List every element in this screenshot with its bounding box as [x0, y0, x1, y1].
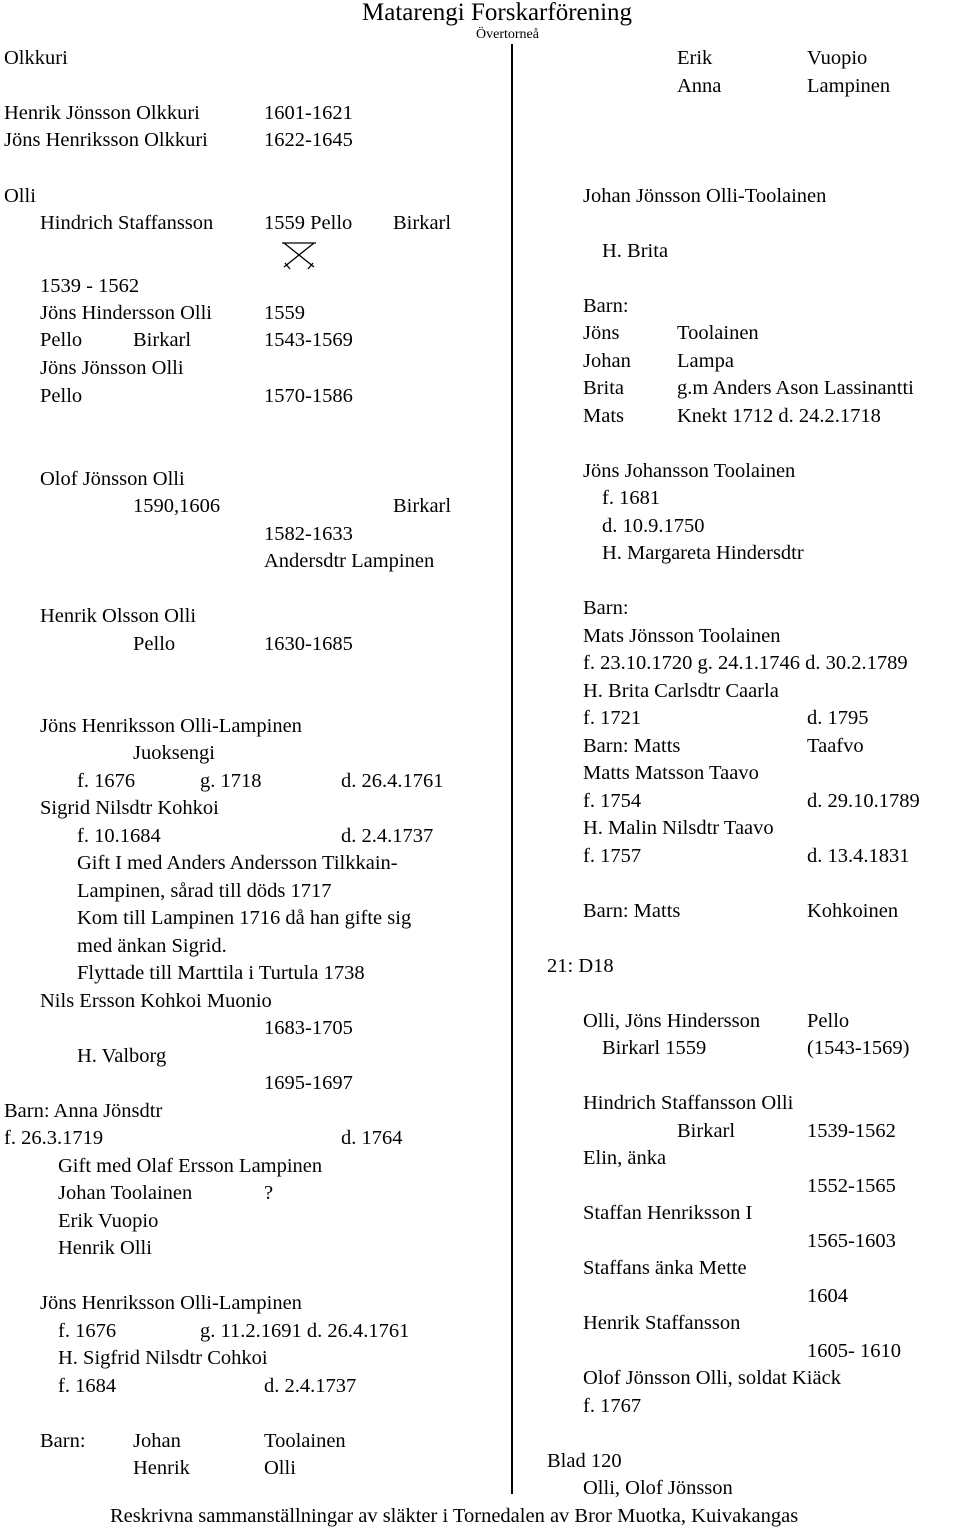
henrik-olsson-years: 1630-1685: [264, 633, 353, 655]
column-divider: [511, 44, 513, 1494]
hindrich-olli-birkarl: Birkarl: [677, 1120, 736, 1142]
top-row-1-first: Erik: [677, 47, 713, 69]
matts-name: Matts Matsson Taavo: [583, 762, 759, 784]
anna-child-henrik: Henrik Olli: [58, 1237, 152, 1259]
olkkuri-row-2-name: Jöns Henriksson Olkkuri: [4, 129, 208, 151]
jons-henriksson-married: g. 1718: [200, 770, 262, 792]
olkkuri-row-1-name: Henrik Jönsson Olkkuri: [4, 102, 200, 124]
johan-name: Johan Jönsson Olli-Toolainen: [583, 185, 827, 207]
margareta-name: H. Margareta Hindersdtr: [602, 542, 804, 564]
elin-years: 1552-1565: [807, 1175, 896, 1197]
note-line-3: Kom till Lampinen 1716 då han gifte sig: [77, 907, 412, 929]
sigfrid-died: d. 2.4.1737: [264, 1375, 357, 1397]
staffan-years: 1565-1603: [807, 1230, 896, 1252]
olof-soldat-name: Olof Jönsson Olli, soldat Kiäck: [583, 1367, 841, 1389]
matts-died: d. 29.10.1789: [807, 790, 920, 812]
malin-died: d. 13.4.1831: [807, 845, 910, 867]
jons-henriksson-place: Juoksengi: [133, 742, 215, 764]
henrik-staffansson-name: Henrik Staffansson: [583, 1312, 741, 1334]
henrik-olsson-name: Henrik Olsson Olli: [40, 605, 197, 627]
johan-wife: H. Brita: [602, 240, 669, 262]
henrik-staffansson-years: 1605- 1610: [807, 1340, 901, 1362]
olkkuri-heading: Olkkuri: [4, 47, 68, 69]
jons-hindersson-year: 1559: [264, 302, 305, 324]
hindrich-olli-name: Hindrich Staffansson Olli: [583, 1092, 794, 1114]
mats-name: Mats Jönsson Toolainen: [583, 625, 781, 647]
blad-name: Olli, Olof Jönsson: [583, 1477, 733, 1499]
child-2-first: Henrik: [133, 1457, 190, 1479]
olli-jons-birkarl: Birkarl 1559: [602, 1037, 707, 1059]
page-footer: Reskrivna sammanställningar av släkter i Tornedalen av Bror Muotka, Kuivakangas: [110, 1505, 799, 1527]
anna-married: Gift med Olaf Ersson Lampinen: [58, 1155, 323, 1177]
nils-years: 1683-1705: [264, 1017, 353, 1039]
nils-name: Nils Ersson Kohkoi Muonio: [40, 990, 272, 1012]
sigrid-died: d. 2.4.1737: [341, 825, 434, 847]
anna-born: f. 26.3.1719: [4, 1127, 104, 1149]
anna-child-johan-q: ?: [264, 1182, 274, 1204]
jons2-born: f. 1676: [58, 1320, 117, 1342]
malin-name: H. Malin Nilsdtr Taavo: [583, 817, 774, 839]
children-label: Barn:: [40, 1430, 86, 1452]
jons-johansson-died: d. 10.9.1750: [602, 515, 705, 537]
child-1-first: Johan: [133, 1430, 181, 1452]
valborg-name: H. Valborg: [77, 1045, 167, 1067]
elin-name: Elin, änka: [583, 1147, 667, 1169]
blad-label: Blad 120: [547, 1450, 622, 1472]
mats-barn-label: Barn:: [583, 597, 629, 619]
jons2-name: Jöns Henriksson Olli-Lampinen: [40, 1292, 302, 1314]
brita-died: d. 1795: [807, 707, 869, 729]
brita-born: f. 1721: [583, 707, 642, 729]
hindrich-place: Birkarl: [393, 212, 452, 234]
hindrich-name: Hindrich Staffansson: [40, 212, 214, 234]
johan-child-3-note: g.m Anders Ason Lassinantti: [677, 377, 914, 399]
hindrich-detail: 1559 Pello: [264, 212, 353, 234]
olli-jons-place: Pello: [807, 1010, 850, 1032]
johan-child-1-first: Jöns: [583, 322, 620, 344]
olkkuri-row-2-years: 1622-1645: [264, 129, 353, 151]
child-1-last: Toolainen: [264, 1430, 346, 1452]
anna-name: Barn: Anna Jönsdtr: [4, 1100, 163, 1122]
matts-barn-matts: Barn: Matts: [583, 900, 681, 922]
anna-died: d. 1764: [341, 1127, 403, 1149]
jons-henriksson-name: Jöns Henriksson Olli-Lampinen: [40, 715, 302, 737]
note-line-2: Lampinen, sårad till döds 1717: [77, 880, 332, 902]
note-line-1: Gift I med Anders Andersson Tilkkain-: [77, 852, 398, 874]
housemark-icon: [281, 242, 317, 270]
top-row-1-last: Vuopio: [807, 47, 868, 69]
olli-heading: Olli: [4, 185, 36, 207]
mats-barn-matts: Barn: Matts: [583, 735, 681, 757]
olkkuri-row-1-years: 1601-1621: [264, 102, 353, 124]
mats-barn-matts-place: Taafvo: [807, 735, 864, 757]
olli-years-1539: 1539 - 1562: [40, 275, 140, 297]
pello-years: 1570-1586: [264, 385, 353, 407]
matts-barn-place: Kohkoinen: [807, 900, 899, 922]
malin-born: f. 1757: [583, 845, 642, 867]
olli-jons-name: Olli, Jöns Hindersson: [583, 1010, 761, 1032]
johan-barn-label: Barn:: [583, 295, 629, 317]
note-line-4: med änkan Sigrid.: [77, 935, 227, 957]
brita-carlsdtr-name: H. Brita Carlsdtr Caarla: [583, 680, 779, 702]
jons2-married: g. 11.2.1691 d. 26.4.1761: [200, 1320, 410, 1342]
pello-birkarl-years: 1543-1569: [264, 329, 353, 351]
jons-jonsson-name: Jöns Jönsson Olli: [40, 357, 184, 379]
page-subtitle: Övertorneå: [476, 27, 539, 42]
hindrich-olli-years: 1539-1562: [807, 1120, 896, 1142]
olli-jons-years: (1543-1569): [807, 1037, 910, 1059]
sigfrid-name: H. Sigfrid Nilsdtr Cohkoi: [58, 1347, 268, 1369]
pello-place: Pello: [40, 385, 83, 407]
valborg-years: 1695-1697: [264, 1072, 353, 1094]
note-line-5: Flyttade till Marttila i Turtula 1738: [77, 962, 365, 984]
mette-name: Staffans änka Mette: [583, 1257, 747, 1279]
sigfrid-born: f. 1684: [58, 1375, 117, 1397]
jons-hindersson-name: Jöns Hindersson Olli: [40, 302, 212, 324]
top-row-2-first: Anna: [677, 75, 722, 97]
jons-henriksson-died: d. 26.4.1761: [341, 770, 444, 792]
olof-wife: Andersdtr Lampinen: [264, 550, 435, 572]
johan-child-1-note: Toolainen: [677, 322, 759, 344]
mette-years: 1604: [807, 1285, 848, 1307]
mats-dates: f. 23.10.1720 g. 24.1.1746 d. 30.2.1789: [583, 652, 908, 674]
page-title: Matarengi Forskarförening: [362, 0, 633, 26]
jons-johansson-born: f. 1681: [602, 487, 661, 509]
henrik-olsson-place: Pello: [133, 633, 176, 655]
jons-henriksson-born: f. 1676: [77, 770, 136, 792]
johan-child-2-first: Johan: [583, 350, 631, 372]
child-2-last: Olli: [264, 1457, 296, 1479]
johan-child-3-first: Brita: [583, 377, 624, 399]
anna-child-erik: Erik Vuopio: [58, 1210, 159, 1232]
sigrid-name: Sigrid Nilsdtr Kohkoi: [40, 797, 219, 819]
olof-years: 1590,1606: [133, 495, 221, 517]
sigrid-born: f. 10.1684: [77, 825, 161, 847]
pello-text: Pello: [40, 329, 83, 351]
olof-soldat-born: f. 1767: [583, 1395, 642, 1417]
anna-child-johan: Johan Toolainen: [58, 1182, 193, 1204]
reference-code: 21: D18: [547, 955, 614, 977]
johan-child-4-first: Mats: [583, 405, 624, 427]
olof-span: 1582-1633: [264, 523, 353, 545]
olof-name: Olof Jönsson Olli: [40, 468, 185, 490]
jons-johansson-name: Jöns Johansson Toolainen: [583, 460, 796, 482]
olof-place: Birkarl: [393, 495, 452, 517]
birkarl-text: Birkarl: [133, 329, 192, 351]
staffan-name: Staffan Henriksson I: [583, 1202, 753, 1224]
matts-born: f. 1754: [583, 790, 642, 812]
top-row-2-last: Lampinen: [807, 75, 891, 97]
johan-child-4-note: Knekt 1712 d. 24.2.1718: [677, 405, 881, 427]
johan-child-2-note: Lampa: [677, 350, 734, 372]
